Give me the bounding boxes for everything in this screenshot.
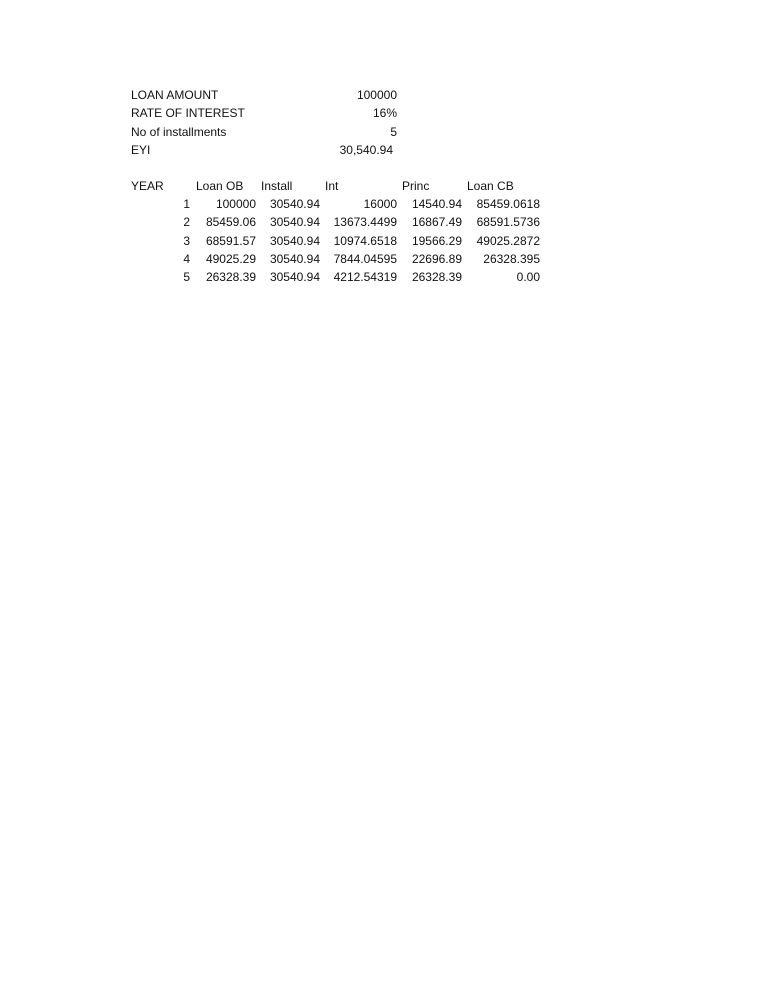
row-3-loan-ob: 68591.57	[205, 234, 256, 248]
row-3-install: 30540.94	[269, 234, 320, 248]
row-5-year: 5	[183, 270, 190, 284]
eyi-value: 30,540.94	[339, 143, 393, 157]
header-loan-ob: Loan OB	[196, 179, 244, 193]
row-2-loan-ob: 85459.06	[205, 215, 256, 229]
row-1-princ: 14540.94	[411, 197, 462, 211]
rate-value: 16%	[372, 106, 397, 120]
row-3-princ: 19566.29	[411, 234, 462, 248]
rate-label: RATE OF INTEREST	[131, 106, 245, 120]
row-1-year: 1	[183, 197, 190, 211]
loan-amount-label: LOAN AMOUNT	[131, 88, 219, 102]
row-5-loan-ob: 26328.39	[205, 270, 256, 284]
row-2-loan-cb: 68591.5736	[476, 215, 540, 229]
row-1-install: 30540.94	[269, 197, 320, 211]
row-5-princ: 26328.39	[411, 270, 462, 284]
row-4-princ: 22696.89	[411, 252, 462, 266]
row-2-princ: 16867.49	[411, 215, 462, 229]
installments-value: 5	[390, 125, 397, 139]
row-5-install: 30540.94	[269, 270, 320, 284]
eyi-label: EYI	[131, 143, 151, 157]
header-year: YEAR	[131, 179, 164, 193]
row-3-loan-cb: 49025.2872	[476, 234, 540, 248]
row-2-year: 2	[183, 215, 190, 229]
header-install: Install	[261, 179, 293, 193]
row-4-loan-ob: 49025.29	[205, 252, 256, 266]
row-4-int: 7844.04595	[333, 252, 397, 266]
header-princ: Princ	[402, 179, 430, 193]
loan-amount-value: 100000	[356, 88, 397, 102]
header-int: Int	[325, 179, 339, 193]
row-1-int: 16000	[363, 197, 397, 211]
header-loan-cb: Loan CB	[467, 179, 514, 193]
row-4-loan-cb: 26328.395	[483, 252, 540, 266]
row-3-year: 3	[183, 234, 190, 248]
installments-label: No of installments	[131, 125, 227, 139]
row-5-loan-cb: 0.00	[516, 270, 540, 284]
row-4-year: 4	[183, 252, 190, 266]
row-1-loan-ob: 100000	[215, 197, 256, 211]
row-2-install: 30540.94	[269, 215, 320, 229]
row-3-int: 10974.6518	[333, 234, 397, 248]
row-5-int: 4212.54319	[333, 270, 397, 284]
row-4-install: 30540.94	[269, 252, 320, 266]
row-1-loan-cb: 85459.0618	[476, 197, 540, 211]
row-2-int: 13673.4499	[333, 215, 397, 229]
